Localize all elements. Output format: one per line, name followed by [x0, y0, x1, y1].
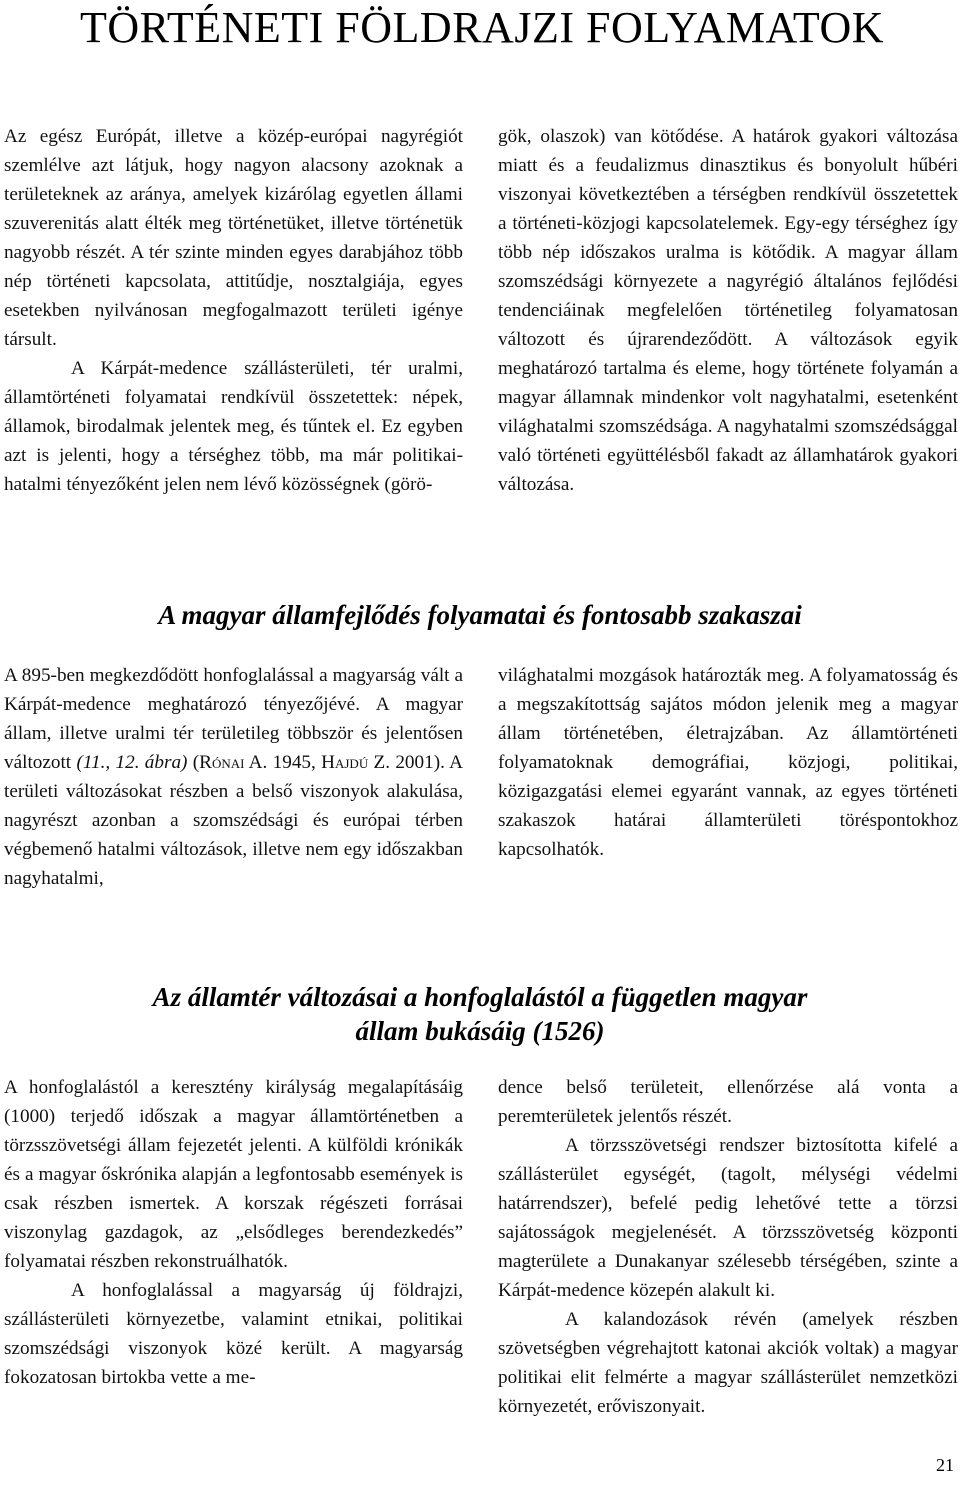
- text-run: Z. 2001). A területi változásokat részben a belső viszonyok alakulása, nagyrészt azonban a szomszédsági és európai térben végbemenő hatalmi változások, illetve nem egy időszakban nagyhatalmi,: [4, 752, 464, 889]
- paragraph: [4, 661, 463, 893]
- paragraph: A törzsszövetségi rendszer biztosította kifelé a szállásterület egységét, (tagolt, mélységi védelmi határrendszer), befelé pedig lehetővé tette a törzsi sajátosságok megjelenését. A törzsszövetség központi magterülete a Dunakanyar szélesebb térségében, szinte a Kárpát-medence közepén alakult ki.: [498, 1135, 958, 1301]
- section2-left-column: [4, 1073, 463, 1392]
- paragraph: A honfoglalástól a keresztény királyság megalapításáig (1000) terjedő időszak a magyar államtörténetben a törzsszövetségi állam fejezetét jelenti. A külföldi krónikák és a magyar őskrónika alapján a legfontosabb események is csak részben ismertek. A korszak régészeti forrásai viszonylag gazdagok, az „elsődleges berendezkedés” folyamatai részben rekonstruálhatók.: [4, 1077, 463, 1272]
- heading-line: állam bukásáig (1526): [355, 1016, 605, 1046]
- section1-left-column: [4, 661, 463, 893]
- text-run: A 895-ben megkezdődött honfoglalással a magyarság vált a Kárpát-medence meghatározó tényezőjévé. A magyar állam, illetve uralmi tér területileg többször és jelentősen változott: [4, 665, 463, 773]
- paragraph: gök, olaszok) van kötődése. A határok gyakori változása miatt és a feudalizmus dinasztikus és bonyolult hűbéri viszonyai következtében a térségben rendkívül összetettek a történeti-közjogi kapcsolatelemek. Egy-egy térséghez így több nép időszakos uralma is kötődik. A magyar állam szomszédsági környezete a nagyrégió általános fejlődési tendenciáinak megfelelően történetileg folyamatosan változott és újrarendeződött. A változások egyik meghatározó tartalma és eleme, hogy története folyamán a magyar államnak mindenkor volt nagyhatalmi, esetenként világhatalmi szomszédsága. A nagyhatalmi szomszédsággal való történeti együttélésből fakadt az államhatárok gyakori változása.: [498, 126, 958, 495]
- text-run: A. 1945,: [244, 752, 322, 773]
- text-run: (: [187, 752, 200, 773]
- section1-right-column: [498, 661, 958, 864]
- intro-right-column: [498, 122, 958, 499]
- page-title: TÖRTÉNETI FÖLDRAJZI FOLYAMATOK: [80, 3, 885, 52]
- paragraph: Az egész Európát, illetve a közép-európai nagyrégiót szemlélve azt látjuk, hogy nagyon alacsony azoknak a területeknek az aránya, amelyek kizárólag egyetlen állami szuverenitás alatt élték meg történetüket, illetve történetük nagyobb részét. A tér szinte minden egyes darabjához több nép történeti kapcsolata, attitűdje, nosztalgiája, egyes esetekben nyilvánosan megfogalmazott területi igénye társult.: [4, 126, 463, 350]
- heading-line: Az államtér változásai a honfoglalástól a független magyar: [152, 982, 808, 1012]
- section2-right-column: [498, 1073, 958, 1421]
- paragraph: világhatalmi mozgások határozták meg. A folyamatosság és a megszakítottság sajátos módon jelenik meg a magyar állam történetében, életrajzában. Az államtörténeti folyamatoknak demográfiai, közjogi, politikai, közigazgatási elemei egyaránt vannak, az egyes történeti szakaszok határai államterületi töréspontokhoz kapcsolhatók.: [498, 665, 958, 860]
- paragraph: dence belső területeit, ellenőrzése alá vonta a peremterületek jelentős részét.: [498, 1077, 958, 1127]
- author-name: Rónai: [199, 752, 245, 773]
- paragraph: A kalandozások révén (amelyek részben szövetségben végrehajtott katonai akciók voltak) a magyar politikai elit felmérte a magyar szállásterület nemzetközi környezetét, erőviszonyait.: [498, 1309, 958, 1417]
- figure-reference: (11., 12. ábra): [76, 752, 188, 773]
- page-number: 21: [936, 1455, 954, 1475]
- paragraph: A honfoglalással a magyarság új földrajzi, szállásterületi környezetbe, valamint etnikai, politikai szomszédsági viszonyok közé került. A magyarság fokozatosan birtokba vette a me-: [4, 1280, 463, 1388]
- paragraph: A Kárpát-medence szállásterületi, tér uralmi, államtörténeti folyamatai rendkívül összetettek: népek, államok, birodalmak jelentek meg, és tűntek el. Ez egyben azt is jelenti, hogy a térséghez több, ma már politikai-hatalmi tényezőként jelen nem lévő közösségnek (görö-: [4, 358, 463, 495]
- section-heading: [40, 980, 920, 1048]
- author-name: Hajdú: [321, 752, 369, 773]
- section-heading: A magyar államfejlődés folyamatai és fontosabb szakaszai: [158, 600, 802, 630]
- intro-left-column: [4, 122, 463, 499]
